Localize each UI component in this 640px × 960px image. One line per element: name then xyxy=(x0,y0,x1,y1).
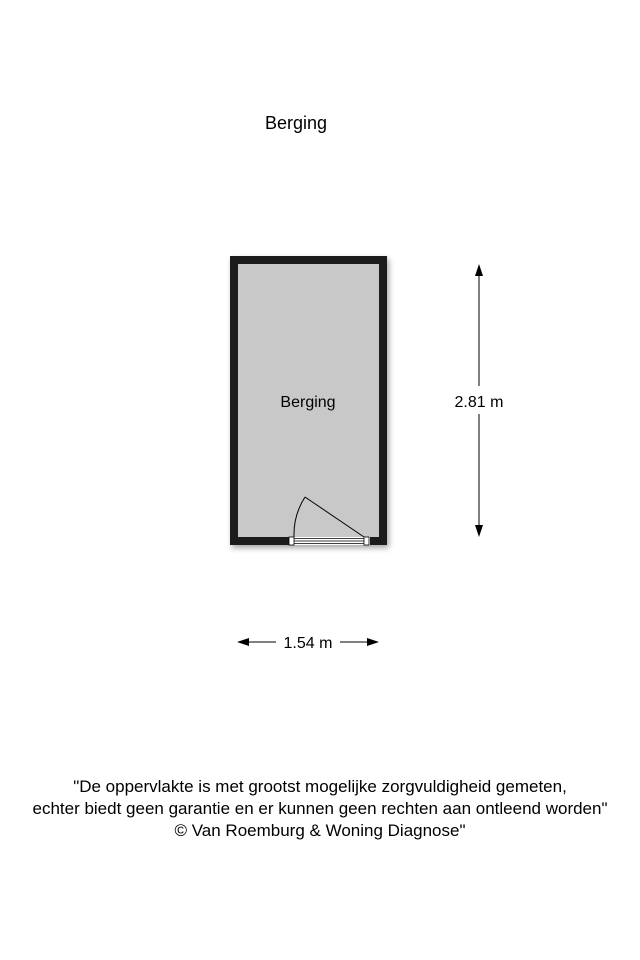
disclaimer-line-3: © Van Roemburg & Woning Diagnose" xyxy=(174,821,466,840)
disclaimer-line-2: echter biedt geen garantie en er kunnen geen rechten aan ontleend worden" xyxy=(32,799,608,818)
width-dimension-label: 1.54 m xyxy=(283,635,333,652)
disclaimer xyxy=(0,776,640,842)
arrow-right-icon xyxy=(367,638,379,646)
disclaimer-line-1: "De oppervlakte is met grootst mogelijke zorgvuldigheid gemeten, xyxy=(73,777,567,796)
arrow-up-icon xyxy=(475,264,483,276)
arrow-down-icon xyxy=(475,525,483,537)
arrow-left-icon xyxy=(237,638,249,646)
height-dimension-label: 2.81 m xyxy=(454,394,504,411)
floor-title: Berging xyxy=(264,113,328,133)
room-label: Berging xyxy=(280,394,336,411)
